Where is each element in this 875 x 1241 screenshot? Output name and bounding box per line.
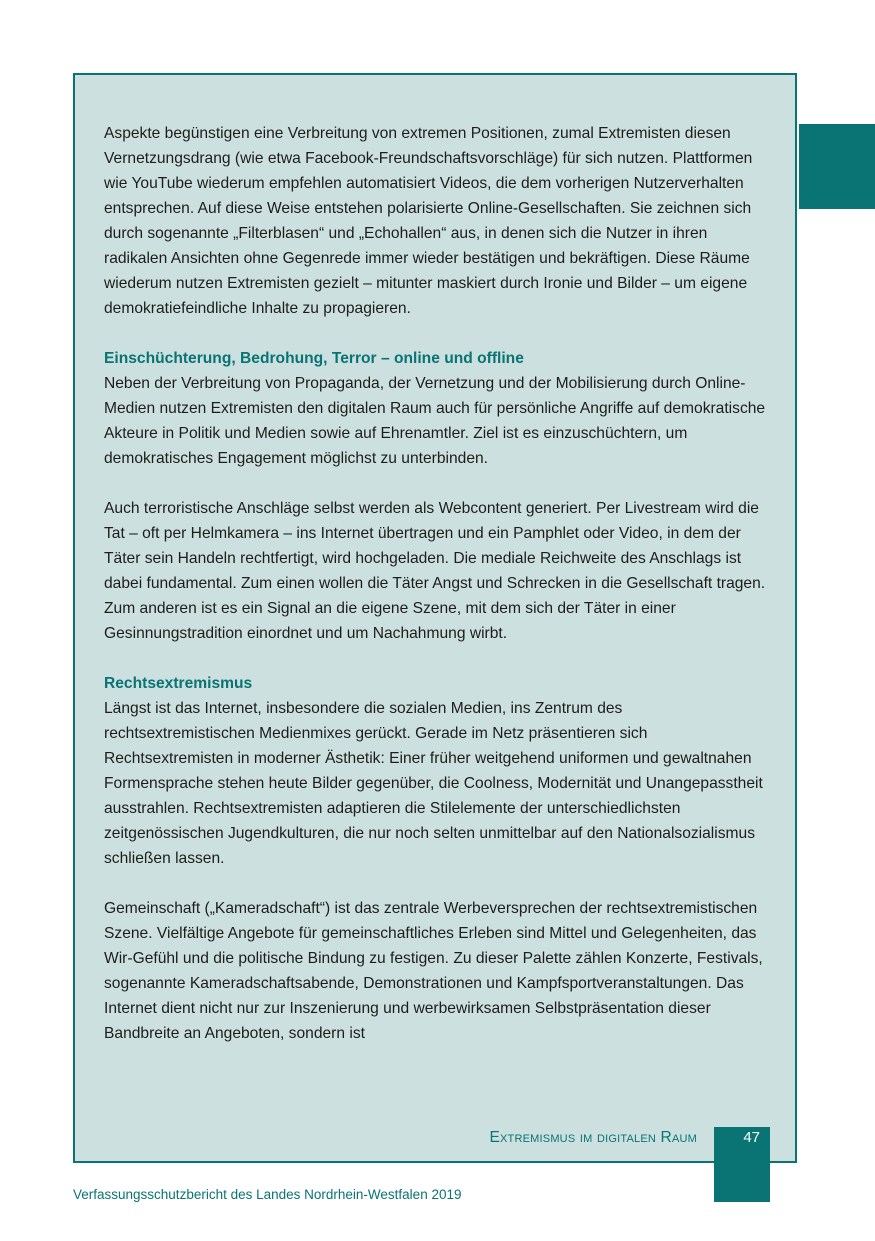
running-head: Extremismus im digitalen Raum [489,1129,697,1146]
paragraph-4: Längst ist das Internet, insbesondere die sozialen Medien, ins Zentrum des rechtsextremistischen Medienmixes gerückt. Gerade im Netz präsentieren sich Rechtsextremisten in moderner Ästhetik: Einer früher weitgehend uniformen und gewaltnahen Formensprache stehen heute Bilder gegenüber, die Coolness, Modernität und Unangepasstheit ausstrahlen. Rechtsextremisten adaptieren die Stilelemente der unterschiedlichsten zeitgenössischen Jugendkulturen, die nur noch selten unmittelbar auf den Nationalsozialismus schließen lassen. [104,700,763,867]
paragraph-3: Auch terroristische Anschläge selbst werden als Webcontent generiert. Per Livestream wird die Tat – oft per Helmkamera – ins Internet übertragen und ein Pamphlet oder Video, in dem der Täter sein Handeln rechtfertigt, wird hochgeladen. Die mediale Reichweite des Anschlags ist dabei fundamental. Zum einen wollen die Täter Angst und Schrecken in die Gesellschaft tragen. Zum anderen ist es ein Signal an die eigene Szene, mit dem sich der Täter in einer Gesinnungstradition einordnet und um Nachahmung wirbt. [104,500,766,642]
paragraph-1: Aspekte begünstigen eine Verbreitung von extremen Positionen, zumal Extremisten diesen Vernetzungsdrang (wie etwa Facebook-Freundschaftsvorschläge) für sich nutzen. Plattformen wie YouTube wiederum empfehlen automatisiert Videos, die dem vorherigen Nutzerverhalten entsprechen. Auf diese Weise entstehen polarisierte Online-Gesellschaften. Sie zeichnen sich durch sogenannte „Filterblasen“ und „Echohallen“ aus, in denen sich die Nutzer in ihren radikalen Ansichten ohne Gegenrede immer wieder bestätigen und bekräftigen. Diese Räume wiederum nutzen Extremisten gezielt – mitunter maskiert durch Ironie und Bilder – um eigene demokratiefeindliche Inhalte zu propagieren. [104,125,753,317]
side-tab-marker [799,124,875,209]
page-number-box [714,1127,770,1202]
paragraph-2: Neben der Verbreitung von Propaganda, der Vernetzung und der Mobilisierung durch Online-Medien nutzen Extremisten den digitalen Raum auch für persönliche Angriffe auf demokratische Akteure in Politik und Medien sowie auf Ehrenamtler. Ziel ist es einzuschüchtern, um demokratisches Engagement möglichst zu unterbinden. [104,375,766,467]
paragraph-5: Gemeinschaft („Kameradschaft“) ist das zentrale Werbeversprechen der rechtsextremistischen Szene. Vielfältige Angebote für gemeinschaftliches Erleben sind Mittel und Gelegenheiten, das Wir-Gefühl und die politische Bindung zu festigen. Zu dieser Palette zählen Konzerte, Festivals, sogenannte Kameradschaftsabende, Demonstrationen und Kampfsportveranstaltungen. Das Internet dient nicht nur zur Inszenierung und werbewirksamen Selbstpräsentation dieser Bandbreite an Angeboten, sondern ist [104,900,763,1042]
main-content [104,121,772,1071]
section-heading-right-wing-extremism: Rechtsextremismus [104,675,253,692]
page-number: 47 [743,1129,760,1146]
section-heading-intimidation: Einschüchterung, Bedrohung, Terror – online und offline [104,350,524,367]
footer-publication-title: Verfassungsschutzbericht des Landes Nordrhein-Westfalen 2019 [73,1187,462,1202]
